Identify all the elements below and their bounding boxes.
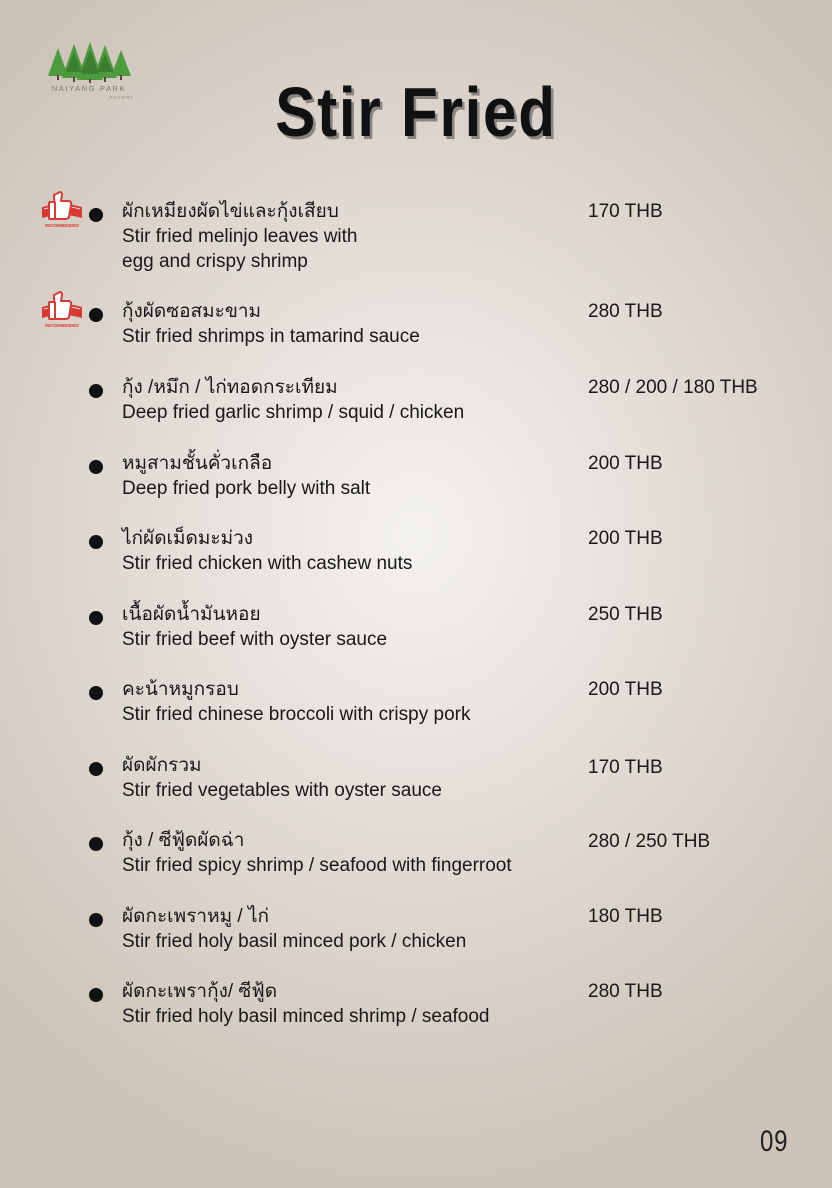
bullet-icon <box>89 535 103 549</box>
bullet-icon <box>89 686 103 700</box>
svg-text:RECOMMENDED: RECOMMENDED <box>45 223 79 228</box>
menu-item <box>0 302 832 362</box>
item-english-name: Stir fried holy basil minced shrimp / seafood <box>122 1006 490 1027</box>
item-price: 280 THB <box>588 301 663 322</box>
item-thai-name: ผัดผักรวม <box>122 755 202 776</box>
menu-item <box>0 680 832 740</box>
item-thai-name: ผัดกะเพราหมู / ไก่ <box>122 906 270 927</box>
item-thai-name: คะน้าหมูกรอบ <box>122 679 239 700</box>
item-price: 170 THB <box>588 201 663 222</box>
item-english-name: Stir fried shrimps in tamarind sauce <box>122 326 420 347</box>
item-english-name: Stir fried spicy shrimp / seafood with fingerroot <box>122 855 512 876</box>
item-price: 280 / 250 THB <box>588 831 711 852</box>
item-price: 170 THB <box>588 757 663 778</box>
item-price: 200 THB <box>588 679 663 700</box>
item-english-name: Deep fried pork belly with salt <box>122 478 371 499</box>
item-english-name: Stir fried chinese broccoli with crispy pork <box>122 704 471 725</box>
item-english-name: Stir fried melinjo leaves with <box>122 226 358 247</box>
menu-item <box>0 982 832 1042</box>
bullet-icon <box>89 308 103 322</box>
bullet-icon <box>89 837 103 851</box>
item-thai-name: ผัดกะเพรากุ้ง/ ซีฟู้ด <box>122 981 278 1002</box>
recommended-badge <box>38 290 86 332</box>
menu-item <box>0 201 832 272</box>
page-title: Stir Fried <box>275 73 557 151</box>
bullet-icon <box>89 208 103 222</box>
menu-item <box>0 907 832 967</box>
item-price: 200 THB <box>588 528 663 549</box>
logo-text: NAIYANG PARK <box>51 84 127 93</box>
item-english-name: Stir fried holy basil minced pork / chicken <box>122 931 467 952</box>
item-thai-name: เนื้อผัดน้ำมันหอย <box>122 604 261 625</box>
bullet-icon <box>89 384 103 398</box>
menu-item <box>0 831 832 891</box>
bullet-icon <box>89 460 103 474</box>
item-english-name: Stir fried chicken with cashew nuts <box>122 553 413 574</box>
menu-item <box>0 529 832 589</box>
bullet-icon <box>89 913 103 927</box>
menu-item <box>0 756 832 816</box>
item-thai-name: กุ้งผัดซอสมะขาม <box>122 301 262 322</box>
item-price: 180 THB <box>588 906 663 927</box>
bullet-icon <box>89 988 103 1002</box>
item-thai-name: หมูสามชั้นคั่วเกลือ <box>122 453 273 474</box>
item-price: 280 / 200 / 180 THB <box>588 377 758 398</box>
item-thai-name: ไก่ผัดเม็ดมะม่วง <box>122 528 254 549</box>
item-english-name: Deep fried garlic shrimp / squid / chicken <box>122 402 465 423</box>
item-price: 250 THB <box>588 604 663 625</box>
thumbs-up-icon <box>49 192 71 219</box>
bullet-icon <box>89 611 103 625</box>
item-english-name: Stir fried beef with oyster sauce <box>122 629 388 650</box>
item-price: 280 THB <box>588 981 663 1002</box>
recommended-badge <box>38 190 86 232</box>
item-thai-name: กุ้ง / ซีฟู้ดผัดฉ่า <box>122 830 245 851</box>
bullet-icon <box>89 762 103 776</box>
page-number: 09 <box>760 1125 789 1158</box>
menu-item <box>0 454 832 514</box>
svg-text:RECOMMENDED: RECOMMENDED <box>45 323 79 328</box>
item-thai-name: ผักเหมียงผัดไข่และกุ้งเสียบ <box>122 201 339 222</box>
item-price: 200 THB <box>588 453 663 474</box>
menu-item <box>0 605 832 665</box>
item-english-name: Stir fried vegetables with oyster sauce <box>122 780 442 801</box>
menu-item <box>0 378 832 438</box>
item-thai-name: กุ้ง /หมึก / ไก่ทอดกระเทียม <box>122 377 338 398</box>
logo-subtext: RESORT <box>109 95 134 100</box>
thumbs-up-icon <box>49 292 71 319</box>
item-english-name-line-2: egg and crispy shrimp <box>122 251 308 272</box>
